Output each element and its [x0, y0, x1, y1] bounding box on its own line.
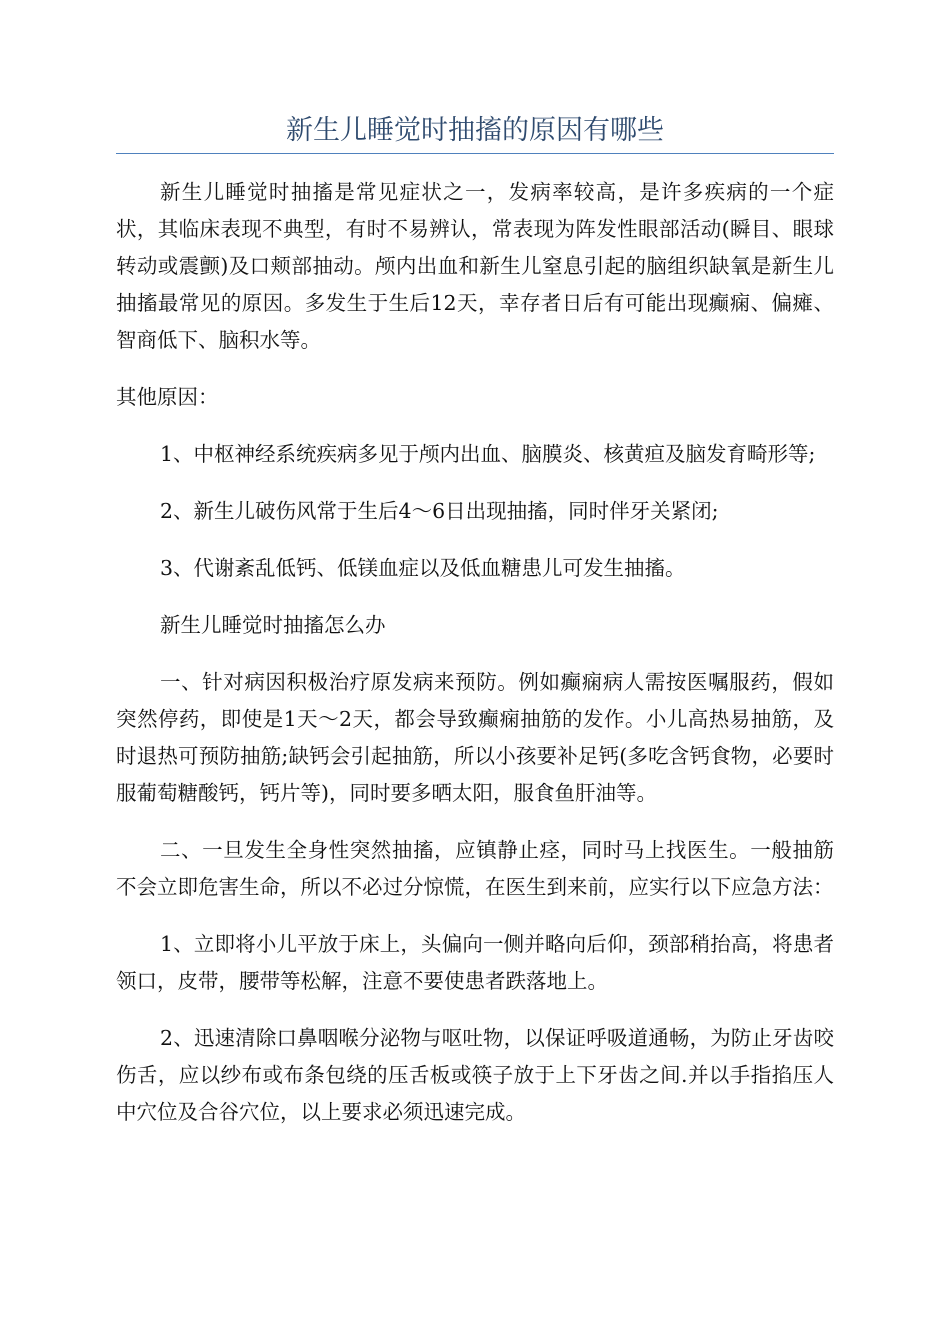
paragraph-cause-2: 2、新生儿破伤风常于生后4～6日出现抽搐，同时伴牙关紧闭;	[160, 499, 719, 523]
title-underline	[116, 153, 834, 154]
paragraph-step-1: 1、立即将小儿平放于床上，头偏向一侧并略向后仰，颈部稍抬高，将患者领口，皮带，腰带等松解，注意不要使患者跌落地上。	[116, 932, 834, 993]
paragraph-cause-1: 1、中枢神经系统疾病多见于颅内出血、脑膜炎、核黄疸及脑发育畸形等;	[160, 442, 816, 466]
paragraph-cause-3: 3、代谢紊乱低钙、低镁血症以及低血糖患儿可发生抽搐。	[160, 556, 686, 580]
paragraph-intro: 新生儿睡觉时抽搐是常见症状之一，发病率较高，是许多疾病的一个症状，其临床表现不典型，有时不易辨认，常表现为阵发性眼部活动(瞬目、眼球转动或震颤)及口颊部抽动。颅内出血和新生儿窒息引起的脑组织缺氧是新生儿抽搐最常见的原因。多发生于生后12天，幸存者日后有可能出现癫痫、偏瘫、智商低下、脑积水等。	[116, 180, 834, 352]
document-title: 新生儿睡觉时抽搐的原因有哪些	[286, 115, 664, 146]
document-body	[116, 174, 834, 1151]
paragraph-measure-2: 二、一旦发生全身性突然抽搐，应镇静止痉，同时马上找医生。一般抽筋不会立即危害生命，所以不必过分惊慌，在医生到来前，应实行以下应急方法：	[116, 838, 834, 899]
paragraph-what-to-do-heading: 新生儿睡觉时抽搐怎么办	[160, 613, 386, 637]
paragraph-other-causes-heading: 其他原因：	[116, 385, 219, 409]
paragraph-measure-1: 一、针对病因积极治疗原发病来预防。例如癫痫病人需按医嘱服药，假如突然停药，即使是1天～2天，都会导致癫痫抽筋的发作。小儿高热易抽筋，及时退热可预防抽筋;缺钙会引起抽筋，所以小孩要补足钙(多吃含钙食物，必要时服葡萄糖酸钙，钙片等)，同时要多晒太阳，服食鱼肝油等。	[116, 670, 834, 805]
paragraph-step-2: 2、迅速清除口鼻咽喉分泌物与呕吐物，以保证呼吸道通畅，为防止牙齿咬伤舌，应以纱布或布条包绕的压舌板或筷子放于上下牙齿之间.并以手指掐压人中穴位及合谷穴位，以上要求必须迅速完成。	[116, 1026, 834, 1124]
